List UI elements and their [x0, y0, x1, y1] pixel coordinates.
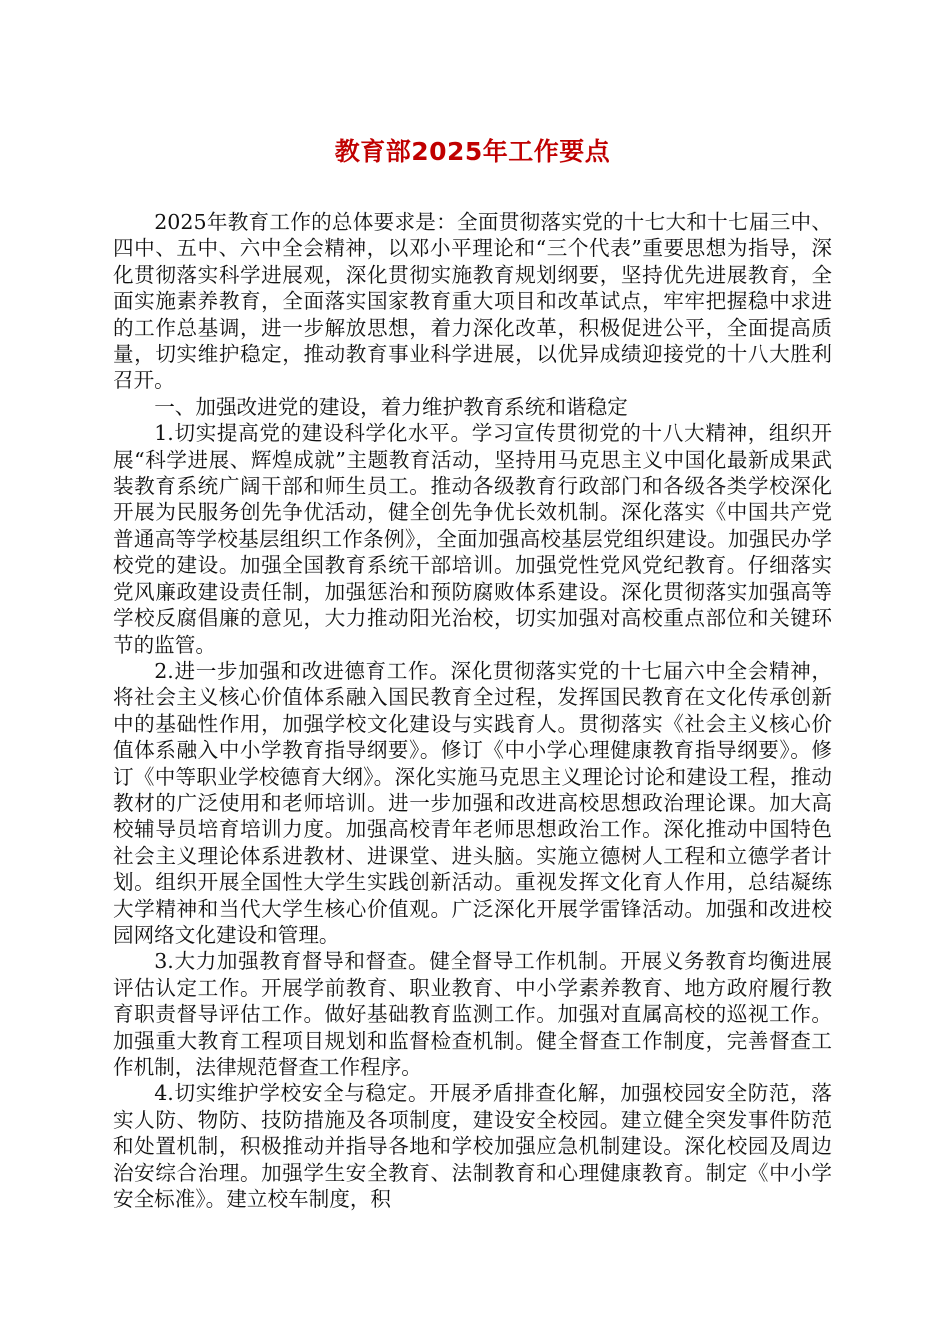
paragraph-item-4: 4.切实维护学校安全与稳定。开展矛盾排查化解，加强校园安全防范，落实人防、物防、技防措施及各项制度，建设安全校园。建立健全突发事件防范和处置机制，积极推动并指导各地和学校加强应急机制建设。深化校园及周边治安综合治理。加强学生安全教育、法制教育和心理健康教育。制定《中小学安全标准》。建立校车制度，积 — [113, 1081, 832, 1212]
document-body — [113, 209, 832, 1212]
section-heading-1: 一、加强改进党的建设，着力维护教育系统和谐稳定 — [154, 394, 628, 419]
paragraph-general-requirements: 2025年教育工作的总体要求是：全面贯彻落实党的十七大和十七届三中、四中、五中、六中全会精神，以邓小平理论和“三个代表”重要思想为指导，深化贯彻落实科学进展观，深化贯彻实施教育规划纲要，坚持优先进展教育，全面实施素养教育，全面落实国家教育重大项目和改革试点，牢牢把握稳中求进的工作总基调，进一步解放思想，着力深化改革，积极促进公平，全面提高质量，切实维护稳定，推动教育事业科学进展，以优异成绩迎接党的十八大胜利召开。 — [113, 210, 832, 393]
paragraph-item-1: 1.切实提高党的建设科学化水平。学习宣传贯彻党的十八大精神，组织开展“科学进展、辉煌成就”主题教育活动，坚持用马克思主义中国化最新成果武装教育系统广阔干部和师生员工。推动各级教育行政部门和各级各类学校深化开展为民服务创先争优活动，健全创先争优长效机制。深化落实《中国共产党普通高等学校基层组织工作条例》，全面加强高校基层党组织建设。加强民办学校党的建设。加强全国教育系统干部培训。加强党性党风党纪教育。仔细落实党风廉政建设责任制，加强惩治和预防腐败体系建设。深化贯彻落实加强高等学校反腐倡廉的意见，大力推动阳光治校，切实加强对高校重点部位和关键环节的监管。 — [113, 421, 832, 657]
paragraph-item-2: 2.进一步加强和改进德育工作。深化贯彻落实党的十七届六中全会精神，将社会主义核心价值体系融入国民教育全过程，发挥国民教育在文化传承创新中的基础性作用，加强学校文化建设与实践育人。贯彻落实《社会主义核心价值体系融入中小学教育指导纲要》。修订《中小学心理健康教育指导纲要》。修订《中等职业学校德育大纲》。深化实施马克思主义理论讨论和建设工程，推动教材的广泛使用和老师培训。进一步加强和改进高校思想政治理论课。加大高校辅导员培育培训力度。加强高校青年老师思想政治工作。深化推动中国特色社会主义理论体系进教材、进课堂、进头脑。实施立德树人工程和立德学者计划。组织开展全国性大学生实践创新活动。重视发挥文化育人作用，总结凝练大学精神和当代大学生核心价值观。广泛深化开展学雷锋活动。加强和改进校园网络文化建设和管理。 — [113, 658, 832, 947]
document-title: 教育部2025年工作要点 — [334, 137, 611, 166]
paragraph-item-3: 3.大力加强教育督导和督查。健全督导工作机制。开展义务教育均衡进展评估认定工作。开展学前教育、职业教育、中小学素养教育、地方政府履行教育职责督导评估工作。做好基础教育监测工作。加强对直属高校的巡视工作。加强重大教育工程项目规划和监督检查机制。健全督查工作制度，完善督查工作机制，法律规范督查工作程序。 — [113, 949, 832, 1079]
